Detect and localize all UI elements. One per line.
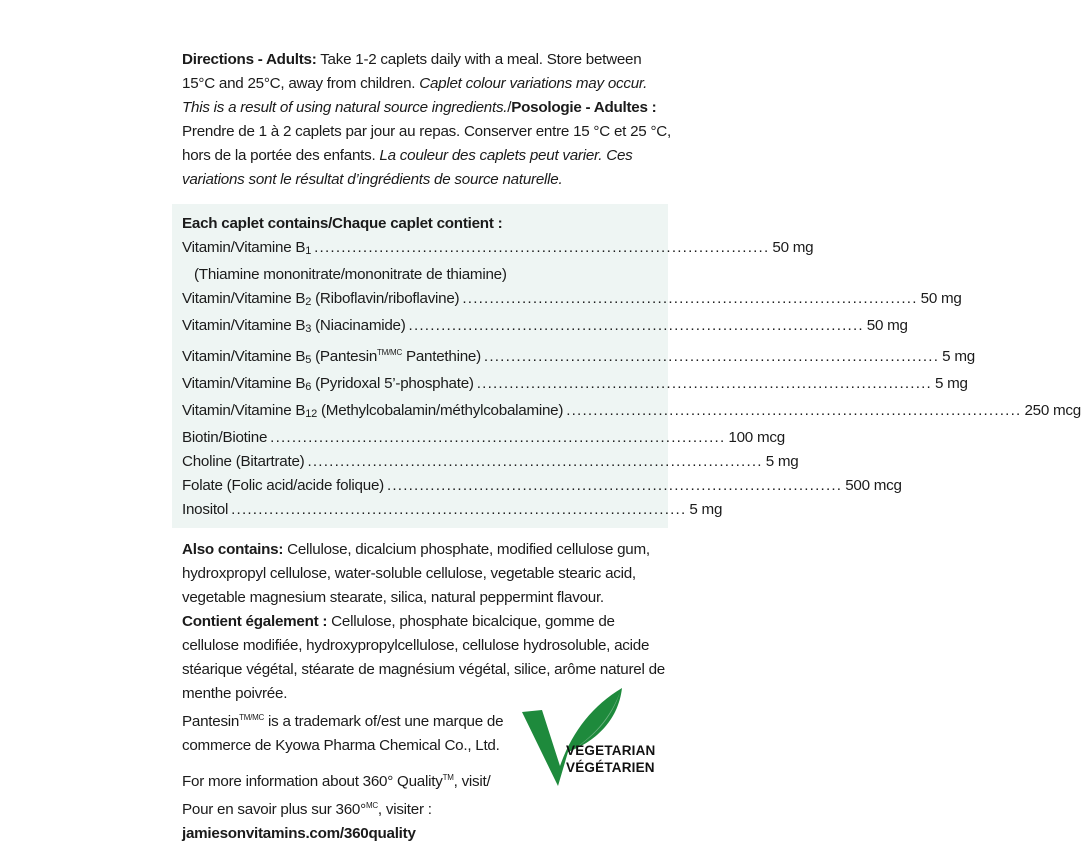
ingredient-name <box>182 450 304 474</box>
more-info-fr-sup: MC <box>365 801 378 810</box>
ingredient-subscript: 3 <box>305 323 312 335</box>
directions-text <box>182 48 672 192</box>
ingredient-name-prefix: Choline (Bitartrate) <box>182 453 305 470</box>
ingredient-subscript: 1 <box>305 245 312 257</box>
ingredient-name-prefix: Biotin/Biotine <box>182 429 268 446</box>
ingredient-name-suffix: (Pantesin <box>311 348 378 365</box>
more-info-url: jamiesonvitamins.com/360quality <box>182 825 416 842</box>
ingredient-amount: 100 mcg <box>728 429 785 446</box>
ingredient-name-prefix: Folate (Folic acid/acide folique) <box>182 477 384 494</box>
ingredient-row <box>182 474 902 498</box>
ingredient-leader-dots: .................................................................................... <box>386 477 843 494</box>
ingredient-name-prefix: Vitamin/Vitamine B <box>182 239 306 256</box>
ingredient-row <box>182 314 908 341</box>
ingredients-heading: Each caplet contains/Chaque caplet contient : <box>182 215 503 232</box>
ingredient-leader-dots: .................................................................................... <box>462 290 918 307</box>
ingredient-row <box>182 236 814 263</box>
ingredient-name-prefix: Vitamin/Vitamine B <box>182 290 306 307</box>
also-contains-fr-text: Cellulose, phosphate bicalcique, gomme de cellulose modifiée, hydroxypropylcellulose, cellulose hydrosoluble, acide stéarique végétal, stéarate de magnésium végétal, silice, arôme naturel de menthe poivrée. <box>182 613 665 702</box>
trademark-name: Pantesin <box>182 713 240 730</box>
ingredient-name <box>182 474 384 498</box>
also-contains-fr-heading: Contient également : <box>182 613 328 630</box>
ingredient-name <box>182 236 311 263</box>
ingredient-note <box>182 263 646 287</box>
directions-fr-italic: La couleur des caplets peut varier. Ces variations sont le résultat d’ingrédients de source naturelle. <box>182 147 633 188</box>
ingredient-row <box>182 372 968 399</box>
more-info-en-text: For more information about 360° Quality <box>182 773 443 790</box>
also-contains-en-heading: Also contains: <box>182 541 284 558</box>
ingredient-name-suffix: (Pyridoxal 5’-phosphate) <box>311 375 474 392</box>
ingredient-leader-dots: .................................................................................... <box>566 402 1022 419</box>
ingredient-name <box>182 372 474 399</box>
ingredient-name <box>182 341 481 372</box>
ingredient-name-prefix: Vitamin/Vitamine B <box>182 402 306 419</box>
ingredient-row <box>182 341 975 372</box>
more-info-fr-text: Pour en savoir plus sur 360° <box>182 801 366 818</box>
ingredient-amount: 500 mcg <box>845 477 902 494</box>
ingredient-amount: 50 mg <box>866 317 908 334</box>
trademark-sup: TM/MC <box>239 713 265 722</box>
ingredient-subscript: 12 <box>305 408 318 420</box>
also-contains-en <box>182 538 672 610</box>
directions-fr-heading: Posologie - Adultes : <box>511 99 657 116</box>
more-info-fr-after: , visiter : <box>377 801 432 818</box>
ingredient-leader-dots: .................................................................................... <box>483 348 940 365</box>
ingredient-name-suffix: (Niacinamide) <box>311 317 406 334</box>
ingredient-name-suffix: (Methylcobalamin/méthylcobalamine) <box>317 402 564 419</box>
ingredient-name <box>182 426 267 450</box>
ingredient-subscript: 5 <box>305 354 312 366</box>
ingredient-name-prefix: Vitamin/Vitamine B <box>182 375 306 392</box>
more-info-en-sup: TM <box>442 773 454 782</box>
ingredients-panel <box>172 204 1081 528</box>
directions-en-text: Take 1-2 caplets daily with a meal. Store between 15°C and 25°C, away from children. <box>182 51 642 92</box>
ingredient-row <box>182 426 785 450</box>
ingredient-row <box>182 399 1081 426</box>
ingredient-amount: 250 mcg <box>1024 402 1081 419</box>
ingredient-amount: 5 mg <box>689 501 723 518</box>
ingredient-subscript: 2 <box>305 296 312 308</box>
ingredient-amount: 50 mg <box>920 290 962 307</box>
also-contains-en-text: Cellulose, dicalcium phosphate, modified cellulose gum, hydroxpropyl cellulose, water-soluble cellulose, vegetable stearic acid, vegetable magnesium stearate, silica, natural peppermint flavour. <box>182 541 650 606</box>
ingredient-amount: 5 mg <box>942 348 975 365</box>
vegetarian-text <box>566 742 656 776</box>
vegetarian-line-en: VEGETARIAN <box>566 743 656 758</box>
ingredient-leader-dots: .................................................................................... <box>231 501 687 518</box>
vegetarian-logo <box>520 682 660 792</box>
ingredient-row <box>182 287 962 314</box>
ingredient-row <box>182 450 799 474</box>
directions-en-italic: Caplet colour variations may occur. This is a result of using natural source ingredients. <box>182 75 648 116</box>
more-info <box>182 766 512 846</box>
ingredient-name <box>182 287 459 314</box>
trademark-note <box>182 706 512 758</box>
directions-separator: / <box>507 99 512 116</box>
ingredient-leader-dots: .................................................................................... <box>408 317 864 334</box>
ingredients-list <box>182 236 1081 522</box>
ingredient-amount: 50 mg <box>772 239 814 256</box>
ingredient-subscript: 6 <box>305 381 312 393</box>
directions-en-heading: Directions - Adults: <box>182 51 317 68</box>
ingredient-name-suffix-2: Pantethine) <box>402 348 481 365</box>
ingredient-leader-dots: .................................................................................... <box>314 239 770 256</box>
ingredient-name-suffix: (Riboflavin/riboflavine) <box>311 290 460 307</box>
more-info-en-after: , visit/ <box>453 773 491 790</box>
ingredient-row <box>182 498 723 522</box>
ingredient-name-prefix: Vitamin/Vitamine B <box>182 317 306 334</box>
trademark-text: is a trademark of/est une marque de commerce de Kyowa Pharma Chemical Co., Ltd. <box>182 713 504 754</box>
ingredient-note-text: (Thiamine mononitrate/mononitrate de thiamine) <box>194 266 507 283</box>
directions-fr-text: Prendre de 1 à 2 caplets par jour au repas. Conserver entre 15 °C et 25 °C, hors de la portée des enfants. <box>182 123 671 164</box>
ingredient-name-prefix: Inositol <box>182 501 229 518</box>
ingredient-leader-dots: .................................................................................... <box>476 375 932 392</box>
ingredient-amount: 5 mg <box>765 453 799 470</box>
vegetarian-line-fr: VÉGÉTARIEN <box>566 760 655 775</box>
ingredient-superscript: TM/MC <box>377 348 402 357</box>
ingredient-leader-dots: .................................................................................... <box>307 453 763 470</box>
ingredient-amount: 5 mg <box>934 375 968 392</box>
ingredient-name-prefix: Vitamin/Vitamine B <box>182 348 306 365</box>
ingredient-leader-dots: .................................................................................... <box>270 429 726 446</box>
ingredient-name <box>182 314 406 341</box>
ingredient-name <box>182 498 228 522</box>
ingredient-name <box>182 399 563 426</box>
